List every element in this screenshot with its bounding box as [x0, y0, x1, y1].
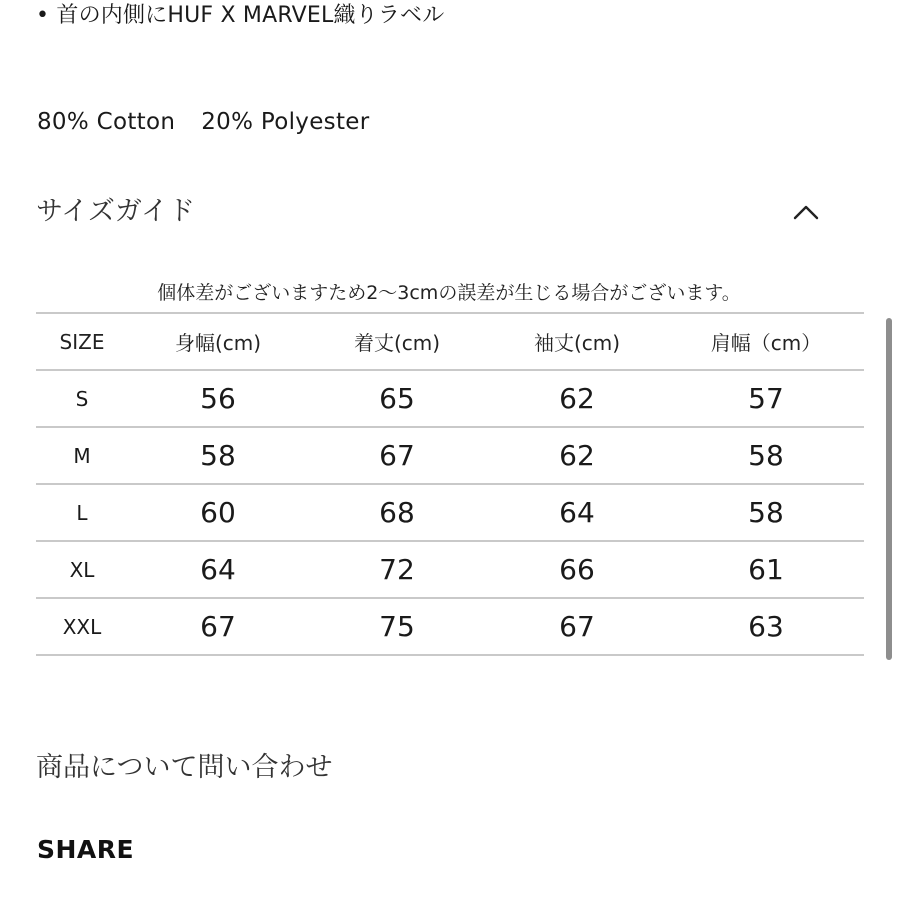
size-cell: XL [36, 541, 128, 598]
size-table [36, 312, 864, 656]
chevron-up-icon[interactable] [792, 202, 820, 222]
column-header-body-width: 身幅(cm) [128, 313, 308, 370]
body-width-cell: 60 [128, 484, 308, 541]
length-cell: 75 [308, 598, 486, 655]
table-row [36, 541, 864, 598]
shoulder-width-cell: 57 [668, 370, 864, 427]
length-cell: 67 [308, 427, 486, 484]
body-width-cell: 58 [128, 427, 308, 484]
size-variance-note: 個体差がございますため2〜3cmの誤差が生じる場合がございます。 [157, 282, 741, 304]
size-cell: L [36, 484, 128, 541]
column-header-size: SIZE [36, 313, 128, 370]
column-header-sleeve-length: 袖丈(cm) [486, 313, 668, 370]
length-cell: 72 [308, 541, 486, 598]
shoulder-width-cell: 58 [668, 427, 864, 484]
size-guide-title: サイズガイド [36, 196, 196, 227]
body-width-cell: 67 [128, 598, 308, 655]
material-cotton: 80% Cotton [37, 109, 176, 135]
shoulder-width-cell: 58 [668, 484, 864, 541]
sleeve-length-cell: 66 [486, 541, 668, 598]
material-polyester: 20% Polyester [201, 109, 370, 135]
product-inquiry-link[interactable]: 商品について問い合わせ [36, 752, 333, 783]
shoulder-width-cell: 63 [668, 598, 864, 655]
size-cell: M [36, 427, 128, 484]
size-table-header-row [36, 313, 864, 370]
sleeve-length-cell: 67 [486, 598, 668, 655]
table-scrollbar[interactable] [886, 318, 892, 660]
shoulder-width-cell: 61 [668, 541, 864, 598]
neck-label-detail: • 首の内側にHUF X MARVEL織りラベル [36, 3, 445, 28]
table-row [36, 427, 864, 484]
share-heading[interactable]: SHARE [37, 835, 135, 864]
table-row [36, 484, 864, 541]
sleeve-length-cell: 62 [486, 370, 668, 427]
column-header-shoulder-width: 肩幅（cm） [668, 313, 864, 370]
material-composition [37, 106, 369, 138]
sleeve-length-cell: 62 [486, 427, 668, 484]
sleeve-length-cell: 64 [486, 484, 668, 541]
size-cell: S [36, 370, 128, 427]
table-row [36, 598, 864, 655]
length-cell: 65 [308, 370, 486, 427]
length-cell: 68 [308, 484, 486, 541]
column-header-length: 着丈(cm) [308, 313, 486, 370]
table-row [36, 370, 864, 427]
size-cell: XXL [36, 598, 128, 655]
size-guide-toggle[interactable] [36, 190, 836, 234]
body-width-cell: 56 [128, 370, 308, 427]
body-width-cell: 64 [128, 541, 308, 598]
